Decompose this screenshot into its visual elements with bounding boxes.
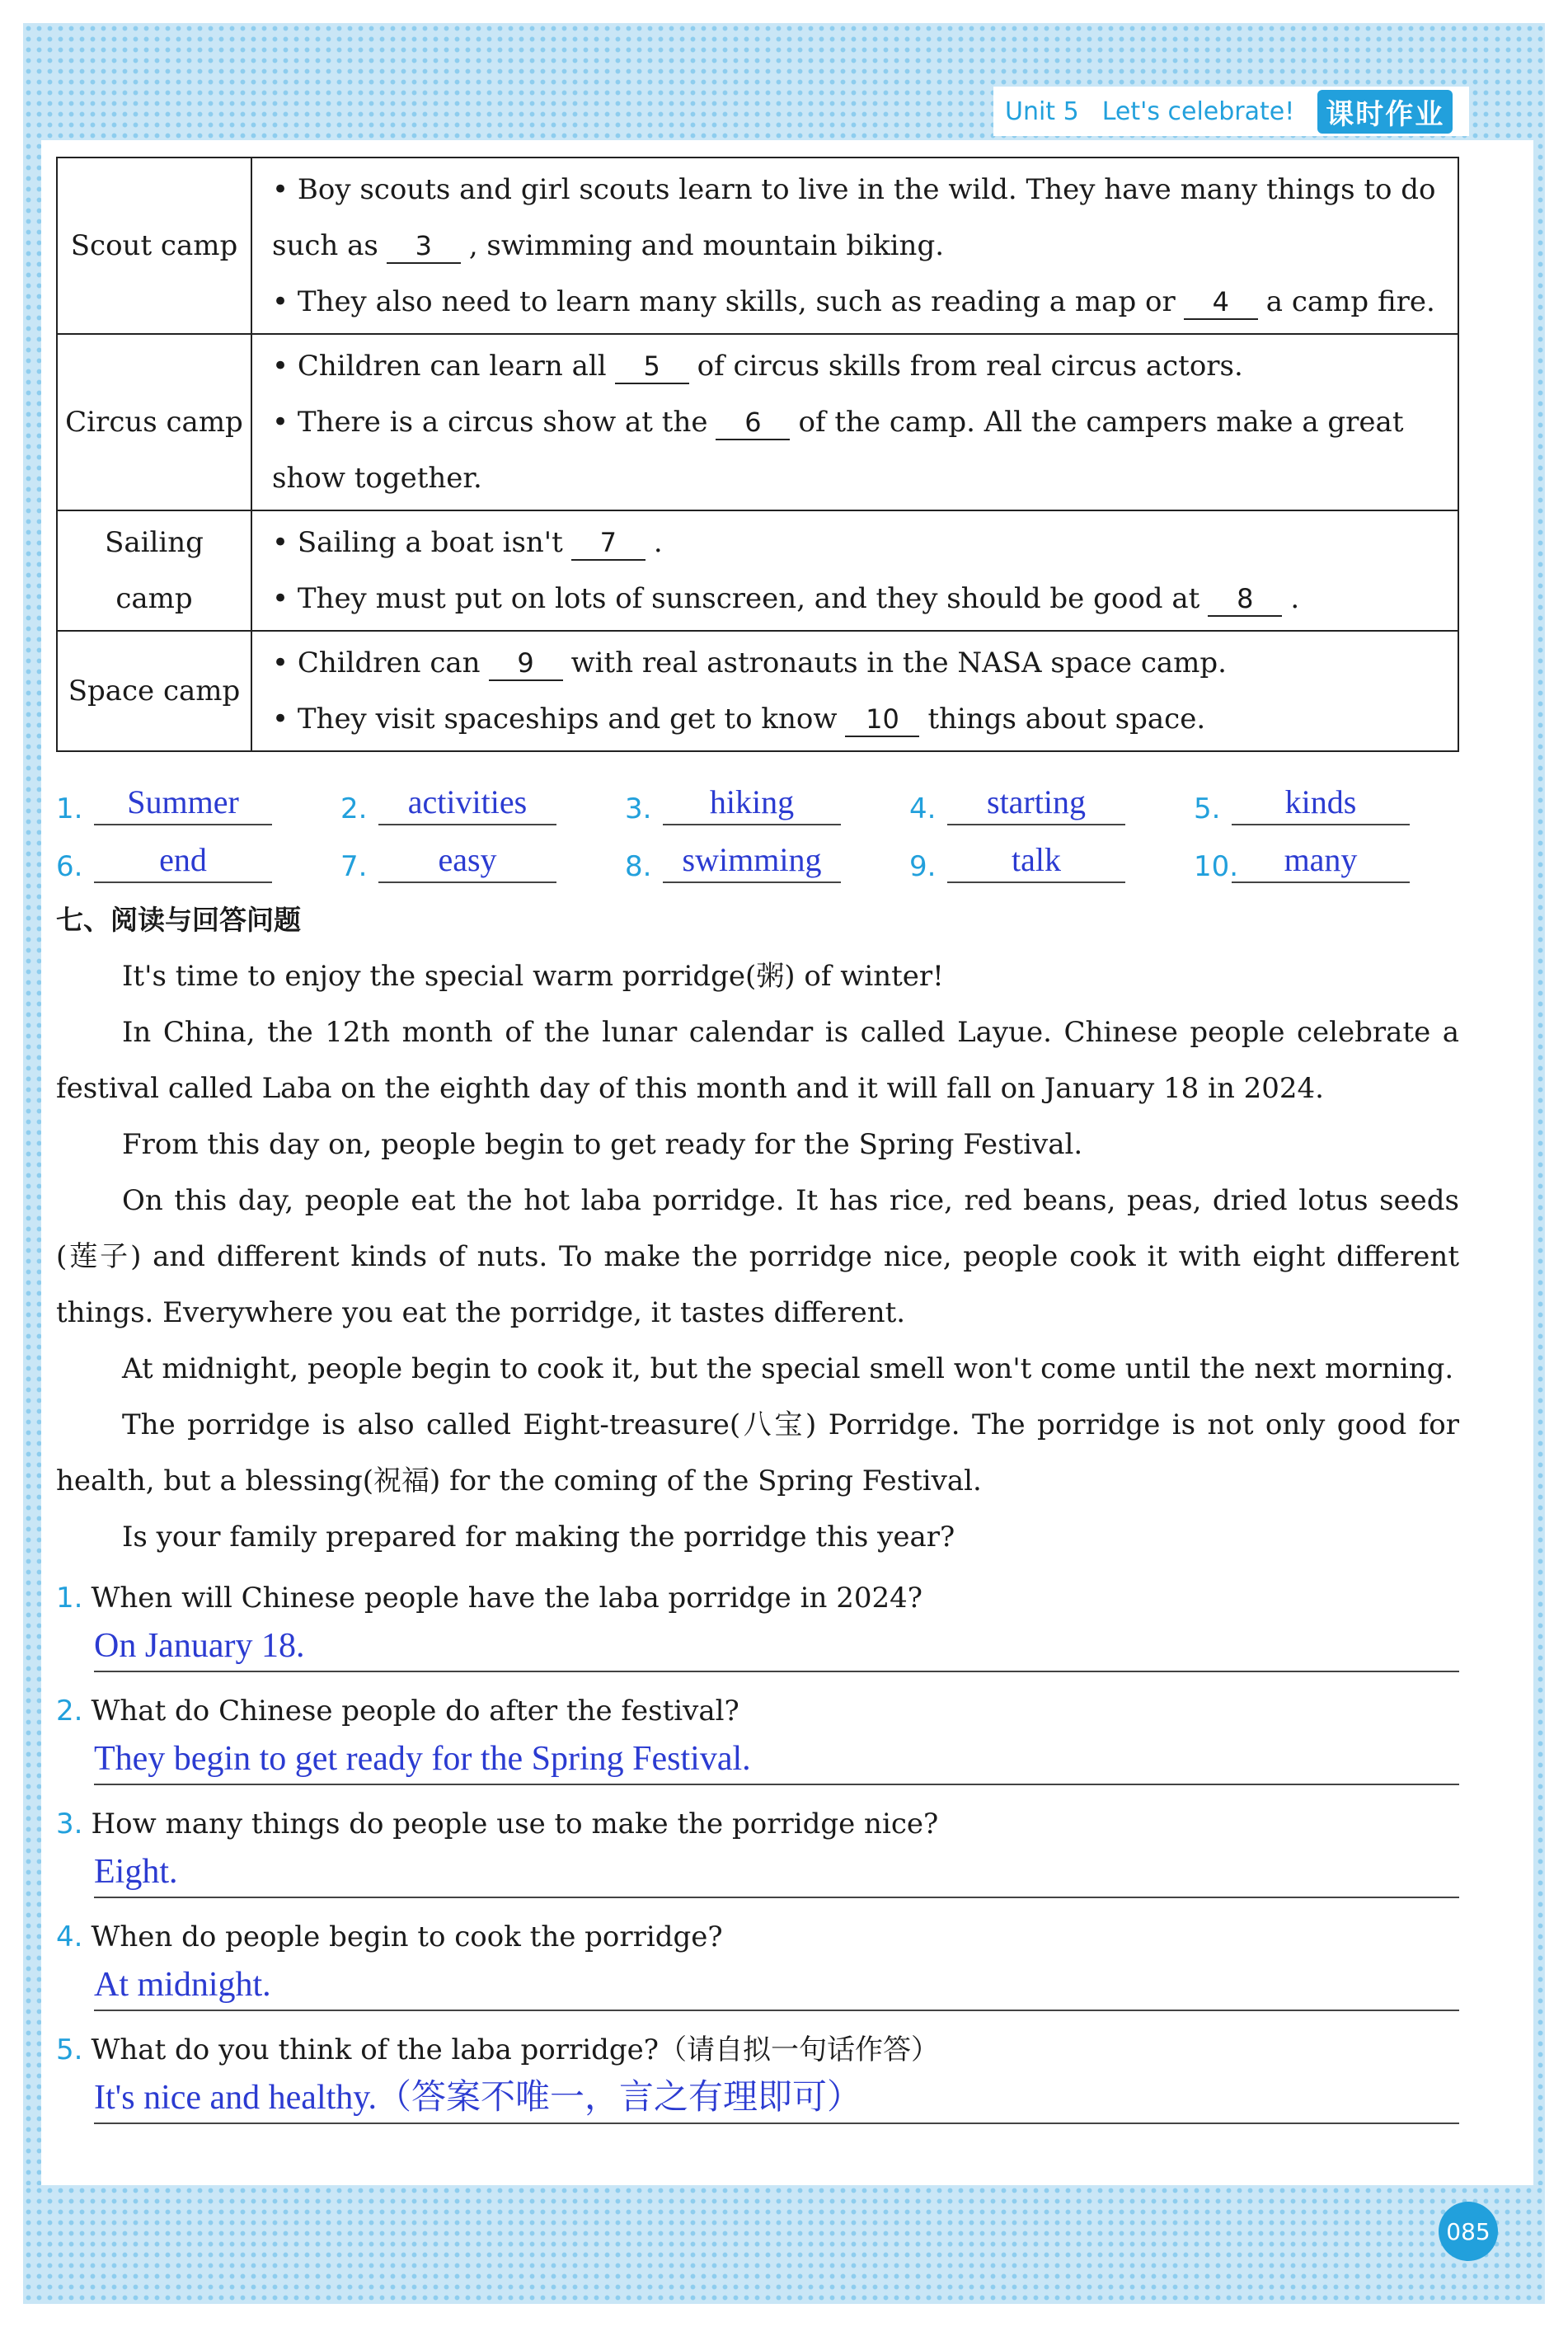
- question-number: 1.: [56, 1582, 83, 1615]
- question-item: [56, 1688, 1459, 1801]
- camp-description: [251, 510, 1458, 631]
- blank-number: 8: [1208, 582, 1282, 617]
- answer-line: It's nice and healthy.（答案不唯一，言之有理即可）: [94, 2073, 1459, 2124]
- description-line: [272, 450, 1448, 506]
- camp-name: Circus camp: [57, 334, 251, 510]
- answer-number: 1.: [56, 792, 83, 825]
- answer-line: They begin to get ready for the Spring Festival.: [94, 1734, 1459, 1785]
- table-row: [57, 334, 1458, 510]
- description-line: [272, 394, 1448, 450]
- blank-number: 7: [571, 526, 646, 561]
- question-item: [56, 1801, 1459, 1914]
- answer-number: 5.: [1194, 792, 1221, 825]
- camp-description: [251, 631, 1458, 751]
- answer-value: end: [94, 839, 272, 883]
- passage-paragraph: In China, the 12th month of the lunar calendar is called Layue. Chinese people celebrate a festival called Laba on the eighth day of this month and it will fall on January 18 in 2024.: [56, 1016, 1459, 1105]
- question-line: [56, 2027, 1459, 2073]
- question-text: When do people begin to cook the porridge?: [91, 1920, 723, 1953]
- question-line: [56, 1914, 1459, 1960]
- answer-item: [1194, 779, 1478, 825]
- answer-value: many: [1232, 839, 1410, 883]
- answer-number: 8.: [625, 850, 652, 883]
- question-number: 3.: [56, 1808, 83, 1840]
- line-text: • Boy scouts and girl scouts learn to live in the wild. They have many things to do: [272, 173, 1436, 206]
- answer-item: [909, 837, 1194, 883]
- line-text: with real astronauts in the NASA space camp.: [570, 646, 1227, 679]
- line-text: of circus skills from real circus actors.: [697, 350, 1243, 383]
- description-line: [272, 635, 1448, 691]
- line-text: things about space.: [927, 703, 1206, 736]
- answer-number: 10.: [1194, 850, 1239, 883]
- answer-number: 9.: [909, 850, 937, 883]
- question-item: [56, 1575, 1459, 1688]
- brand-logo: 课时作业: [1317, 90, 1453, 134]
- line-text: • They visit spaceships and get to know: [272, 703, 838, 736]
- answer-item: [909, 779, 1194, 825]
- answer-line: Eight.: [94, 1847, 1459, 1898]
- line-text: .: [653, 526, 663, 559]
- question-number: 2.: [56, 1695, 83, 1728]
- answer-grid: [56, 779, 1474, 883]
- answer-value: hiking: [663, 781, 841, 825]
- answer-item: [340, 779, 625, 825]
- question-line: [56, 1801, 1459, 1847]
- passage-paragraph: At midnight, people begin to cook it, but the special smell won't come until the next morning.: [122, 1352, 1454, 1385]
- question-number: 4.: [56, 1920, 83, 1953]
- answer-value: kinds: [1232, 781, 1410, 825]
- line-text: • There is a circus show at the: [272, 406, 708, 439]
- camp-description: [251, 334, 1458, 510]
- blank-number: 9: [489, 646, 563, 681]
- answer-number: 2.: [340, 792, 368, 825]
- reading-passage: [56, 948, 1459, 1565]
- line-text: show together.: [272, 462, 482, 495]
- answer-item: [625, 837, 909, 883]
- camp-name: Scout camp: [57, 157, 251, 334]
- line-text: of the camp. All the campers make a great: [798, 406, 1404, 439]
- line-text: , swimming and mountain biking.: [468, 229, 945, 262]
- description-line: [272, 691, 1448, 747]
- answer-number: 4.: [909, 792, 937, 825]
- answer-item: [1194, 837, 1478, 883]
- answer-number: 7.: [340, 850, 368, 883]
- camp-description: [251, 157, 1458, 334]
- answer-item: [340, 837, 625, 883]
- question-list: [56, 1575, 1459, 2140]
- question-item: [56, 1914, 1459, 2027]
- unit-title: Let's celebrate!: [1101, 96, 1295, 126]
- passage-paragraph: It's time to enjoy the special warm porridge(粥) of winter!: [122, 960, 944, 993]
- description-line: [272, 274, 1448, 330]
- description-line: [272, 218, 1448, 274]
- answer-value: swimming: [663, 839, 841, 883]
- section-title: 七、阅读与回答问题: [56, 904, 301, 936]
- line-text: • Children can: [272, 646, 481, 679]
- question-line: [56, 1575, 1459, 1621]
- table-row: [57, 631, 1458, 751]
- description-line: [272, 571, 1448, 627]
- page-header: [993, 87, 1469, 136]
- line-text: • Sailing a boat isn't: [272, 526, 563, 559]
- question-text: When will Chinese people have the laba porridge in 2024?: [91, 1582, 922, 1615]
- answer-item: [56, 837, 340, 883]
- table-row: [57, 510, 1458, 631]
- description-line: [272, 338, 1448, 394]
- line-text: a camp fire.: [1265, 285, 1435, 318]
- answer-line: On January 18.: [94, 1621, 1459, 1672]
- answer-value: activities: [378, 781, 556, 825]
- passage-paragraph: From this day on, people begin to get ready for the Spring Festival.: [122, 1128, 1083, 1161]
- bottom-border: [23, 2185, 1545, 2304]
- blank-number: 5: [615, 350, 689, 384]
- camp-name: Sailing camp: [57, 510, 251, 631]
- blank-number: 6: [716, 406, 790, 440]
- answer-item: [56, 779, 340, 825]
- description-line: [272, 162, 1448, 218]
- answer-number: 6.: [56, 850, 83, 883]
- description-line: [272, 515, 1448, 571]
- blank-number: 4: [1184, 285, 1258, 320]
- line-text: • They must put on lots of sunscreen, and they should be good at: [272, 582, 1200, 615]
- answer-value: Summer: [94, 781, 272, 825]
- answer-value: easy: [378, 839, 556, 883]
- passage-paragraph: On this day, people eat the hot laba porridge. It has rice, red beans, peas, dried lotus seeds (莲子) and different kinds of nuts. To make the porridge nice, people cook it with eight different things. Everywhere you eat the porridge, it tastes different.: [56, 1184, 1459, 1329]
- unit-label: Unit 5: [1005, 96, 1079, 126]
- line-text: • Children can learn all: [272, 350, 607, 383]
- question-number: 5.: [56, 2033, 83, 2066]
- line-text: such as: [272, 229, 378, 262]
- line-text: • They also need to learn many skills, such as reading a map or: [272, 285, 1176, 318]
- camp-name: Space camp: [57, 631, 251, 751]
- page-number: 085: [1439, 2202, 1498, 2261]
- question-text: How many things do people use to make the porridge nice?: [91, 1808, 939, 1840]
- answer-value: starting: [947, 781, 1125, 825]
- question-item: [56, 2027, 1459, 2140]
- passage-paragraph: The porridge is also called Eight-treasure(八宝) Porridge. The porridge is not only good for health, but a blessing(祝福) for the coming of the Spring Festival.: [56, 1408, 1459, 1497]
- answer-line: At midnight.: [94, 1960, 1459, 2011]
- question-line: [56, 1688, 1459, 1734]
- blank-number: 3: [387, 229, 461, 264]
- answer-number: 3.: [625, 792, 652, 825]
- question-text: What do you think of the laba porridge?（请自拟一句话作答）: [91, 2033, 940, 2066]
- answer-item: [625, 779, 909, 825]
- question-text: What do Chinese people do after the festival?: [91, 1695, 739, 1728]
- camp-table: [56, 157, 1459, 752]
- line-text: .: [1290, 582, 1300, 615]
- answer-value: talk: [947, 839, 1125, 883]
- table-row: [57, 157, 1458, 334]
- passage-paragraph: Is your family prepared for making the porridge this year?: [122, 1521, 955, 1554]
- blank-number: 10: [845, 703, 919, 737]
- left-border: [23, 23, 41, 2304]
